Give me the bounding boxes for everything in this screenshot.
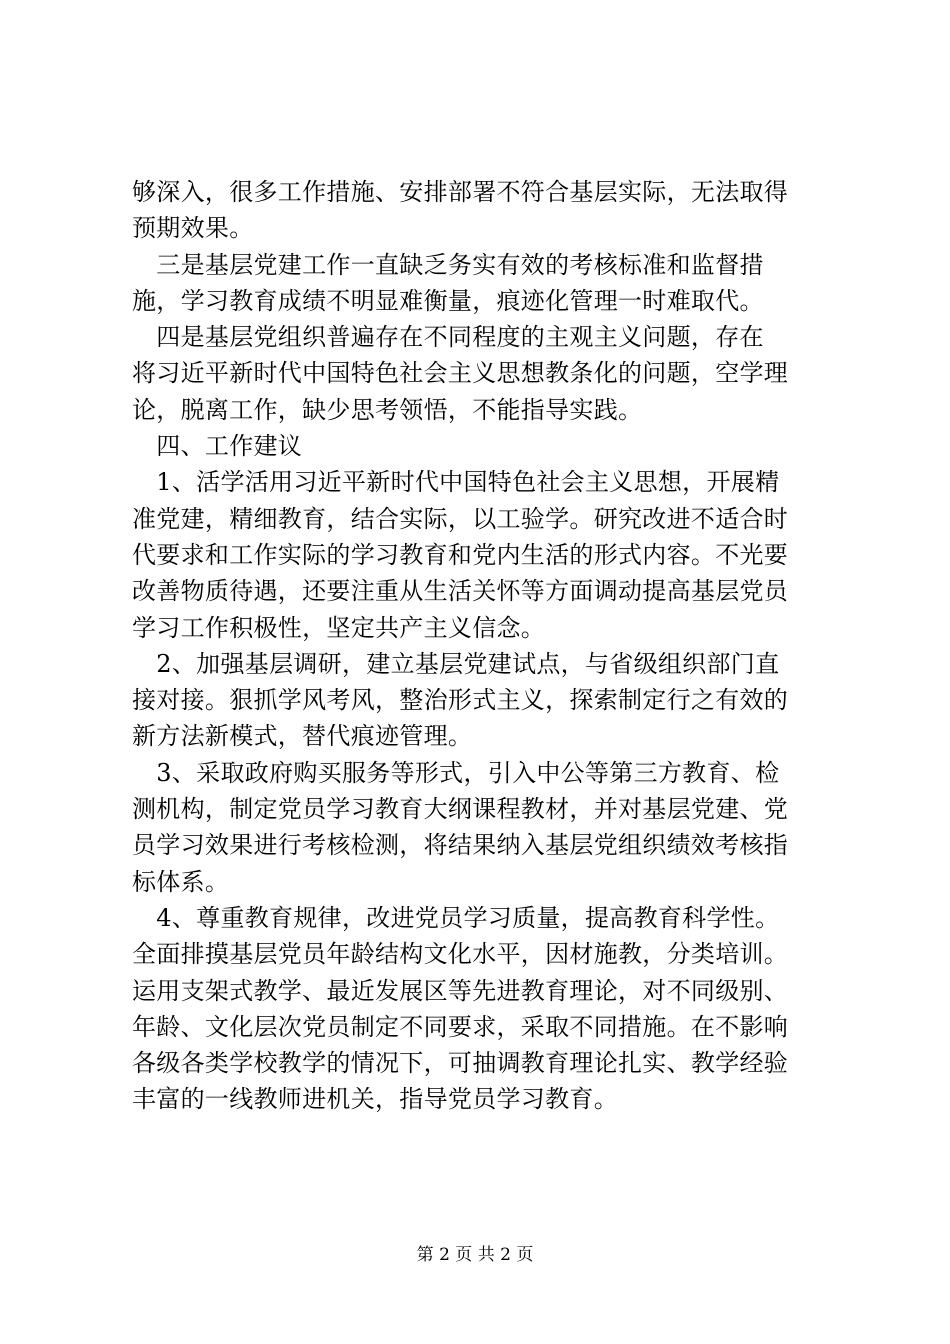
text-line: 4、尊重教育规律，改进党员学习质量，提高教育科学性。 xyxy=(132,903,780,932)
text-line: 年龄、文化层次党员制定不同要求，采取不同措施。在不影响 xyxy=(132,1012,789,1041)
text-line: 够深入，很多工作措施、安排部署不符合基层实际，无法取得 xyxy=(132,178,789,206)
text-line: 接对接。狠抓学风考风，整治形式主义，探索制定行之有效的 xyxy=(132,686,789,715)
text-line: 1、活学活用习近平新时代中国特色社会主义思想，开展精 xyxy=(132,468,780,497)
text-line: 三是基层党建工作一直缺乏务实有效的考核标准和监督措 xyxy=(132,250,764,279)
text-line: 员学习效果进行考核检测，将结果纳入基层党组织绩效考核指 xyxy=(132,831,789,860)
page-footer: 第 2 页 共 2 页 xyxy=(416,1245,534,1265)
text-line: 全面排摸基层党员年龄结构文化水平，因材施教，分类培训。 xyxy=(132,940,789,969)
text-line: 将习近平新时代中国特色社会主义思想教条化的问题，空学理 xyxy=(132,359,789,388)
text-line: 标体系。 xyxy=(132,867,230,896)
text-line: 2、加强基层调研，建立基层党建试点，与省级组织部门直 xyxy=(132,649,780,678)
text-line: 学习工作积极性，坚定共产主义信念。 xyxy=(132,613,546,642)
text-line: 准党建，精细教育，结合实际，以工验学。研究改进不适合时 xyxy=(132,504,789,533)
text-line: 各级各类学校教学的情况下，可抽调教育理论扎实、教学经验 xyxy=(132,1049,789,1078)
text-line: 代要求和工作实际的学习教育和党内生活的形式内容。不光要 xyxy=(132,540,789,569)
text-line: 四是基层党组织普遍存在不同程度的主观主义问题，存在 xyxy=(132,323,764,352)
text-line: 改善物质待遇，还要注重从生活关怀等方面调动提高基层党员 xyxy=(132,577,789,606)
text-line: 丰富的一线教师进机关，指导党员学习教育。 xyxy=(132,1085,618,1114)
text-line: 3、采取政府购买服务等形式，引入中公等第三方教育、检 xyxy=(132,758,780,787)
text-line: 运用支架式教学、最近发展区等先进教育理论，对不同级别、 xyxy=(132,976,789,1005)
text-line: 施，学习教育成绩不明显难衡量，痕迹化管理一时难取代。 xyxy=(132,286,764,315)
text-line: 预期效果。 xyxy=(132,214,254,243)
body-text xyxy=(132,174,832,1118)
text-line: 新方法新模式，替代痕迹管理。 xyxy=(132,722,473,751)
text-line: 测机构，制定党员学习教育大纲课程教材，并对基层党建、党 xyxy=(132,795,789,824)
section-heading: 四、工作建议 xyxy=(132,432,303,461)
text-line: 论，脱离工作，缺少思考领悟，不能指导实践。 xyxy=(132,395,643,424)
